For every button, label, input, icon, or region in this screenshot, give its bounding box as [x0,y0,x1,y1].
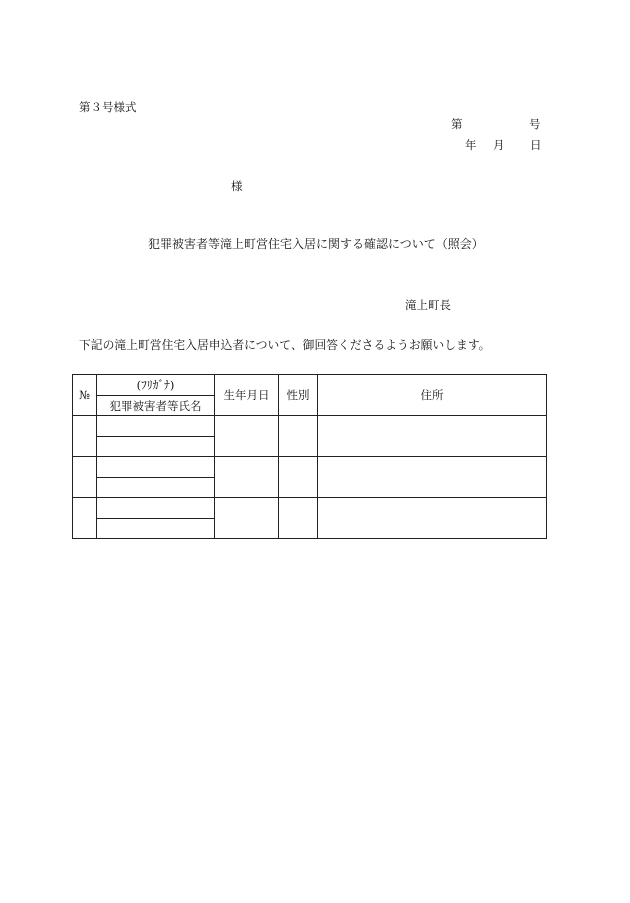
cell-no [73,416,97,457]
date-month-label: 月 [493,138,505,152]
cell-address[interactable] [318,416,547,457]
cell-address[interactable] [318,498,547,539]
date-day-label: 日 [530,138,542,152]
cell-name[interactable] [97,518,215,539]
doc-number-prefix: 第 [451,117,463,131]
cell-no [73,498,97,539]
cell-kana[interactable] [97,416,215,437]
header-address: 住所 [318,375,547,416]
sender-name: 滝上町長 [405,298,451,312]
header-birthdate: 生年月日 [215,375,279,416]
intro-text: 下記の滝上町営住宅入居申込者について、御回答くださるようお願いします。 [79,338,491,352]
cell-gender[interactable] [279,457,318,498]
document-title: 犯罪被害者等滝上町営住宅入居に関する確認について（照会） [148,237,484,251]
cell-address[interactable] [318,457,547,498]
date-year-label: 年 [465,138,477,152]
cell-gender[interactable] [279,416,318,457]
cell-kana[interactable] [97,457,215,478]
header-name: 犯罪被害者等氏名 [97,396,215,416]
form-number: 第３号様式 [79,100,137,114]
cell-name[interactable] [97,477,215,498]
cell-no [73,457,97,498]
header-name-kana: (ﾌﾘｶﾞﾅ) [97,375,215,396]
doc-number-suffix: 号 [529,117,541,131]
cell-birthdate[interactable] [215,498,279,539]
cell-birthdate[interactable] [215,457,279,498]
header-no: № [73,375,97,416]
cell-gender[interactable] [279,498,318,539]
applicant-table [72,374,547,539]
cell-name[interactable] [97,436,215,457]
cell-kana[interactable] [97,498,215,519]
header-gender: 性別 [279,375,318,416]
cell-birthdate[interactable] [215,416,279,457]
addressee-suffix: 様 [231,179,243,193]
